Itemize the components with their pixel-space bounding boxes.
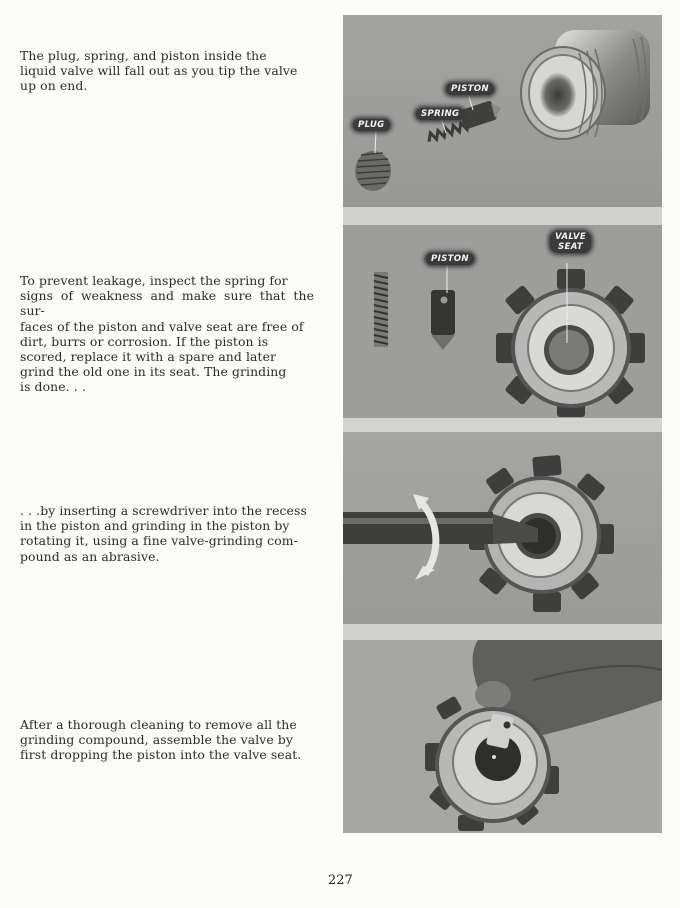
photo-divider: [343, 418, 662, 432]
text-line: pound as an abrasive.: [20, 548, 160, 564]
paragraph-grinding: [20, 503, 314, 564]
photo-3-illustration: [343, 432, 662, 624]
photo-exploded-valve-parts: [343, 15, 662, 207]
page-number: 227: [328, 873, 353, 888]
piston-part: [459, 90, 501, 130]
label-spring: SPRING: [416, 108, 464, 120]
paragraph-inspection: [20, 273, 314, 395]
text-line: first dropping the piston into the valve seat.: [20, 747, 302, 763]
text-line: . . .by inserting a screwdriver into the recess: [20, 503, 307, 518]
label-plug: PLUG: [353, 119, 390, 131]
valve-body: [521, 30, 650, 139]
photo-2-illustration: [343, 225, 662, 418]
paragraph-valve-disassembly: [20, 48, 314, 94]
photo-grinding-piston: [343, 432, 662, 624]
text-line: The plug, spring, and piston inside the: [20, 48, 267, 63]
paragraph-reassembly: [20, 717, 314, 763]
text-line: is done. . .: [20, 379, 86, 395]
spring-part: [374, 272, 388, 347]
text-line: grind the old one in its seat. The grinding: [20, 364, 287, 380]
label-piston: PISTON: [446, 83, 494, 95]
text-line: rotating it, using a fine valve-grinding com-: [20, 533, 298, 549]
photo-assemble-valve: [343, 640, 662, 833]
label-valve-seat-line-1: VALVE: [555, 232, 587, 242]
label-piston: PISTON: [426, 253, 474, 265]
text-line: faces of the piston and valve seat are free of: [20, 318, 304, 334]
text-line: in the piston and grinding in the piston by: [20, 518, 290, 534]
plug-part: [355, 131, 391, 191]
text-line: liquid valve will fall out as you tip the valve: [20, 63, 298, 79]
piston-part: [431, 262, 455, 350]
text-line: up on end.: [20, 78, 88, 94]
text-line: scored, replace it with a spare and later: [20, 349, 277, 365]
text-line: To prevent leakage, inspect the spring for: [20, 273, 288, 288]
photo-inspect-parts: [343, 225, 662, 418]
photo-divider: [343, 624, 662, 640]
photo-1-illustration: [343, 15, 662, 207]
label-valve-seat: [550, 231, 591, 253]
photo-divider: [343, 207, 662, 225]
valve-seat: [496, 263, 645, 417]
text-line: dirt, burrs or corrosion. If the piston is: [20, 333, 269, 349]
text-line: After a thorough cleaning to remove all the: [20, 717, 297, 732]
photo-4-illustration: [343, 640, 662, 833]
label-valve-seat-line-2: SEAT: [558, 242, 583, 252]
text-line: grinding compound, assemble the valve by: [20, 732, 293, 748]
text-line: signs of weakness and make sure that the sur-: [20, 288, 314, 319]
